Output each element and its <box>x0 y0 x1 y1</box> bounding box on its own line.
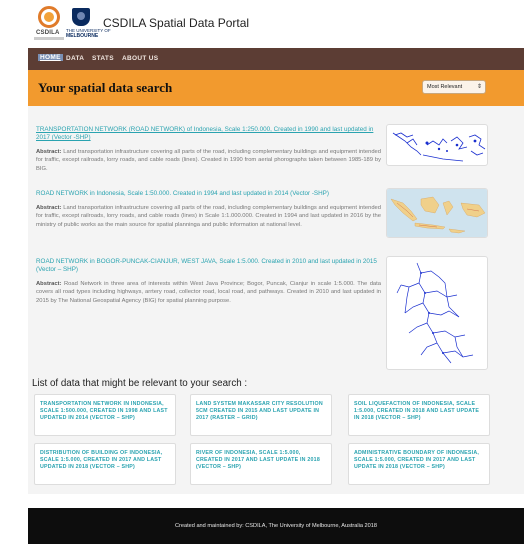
main-content <box>28 106 524 494</box>
abstract-text: Land transportation infrastructure covering all parts of the road, including complementary buildings and equipment intended for traffic, except railroads, lorry roads, and cable roads (lines). Created in 1990 from aerial phorographs taken between 1985-189 by BIG. <box>36 149 381 172</box>
result-thumbnail[interactable] <box>386 256 488 370</box>
abstract-label: Abstract: <box>36 149 62 155</box>
sort-select-value: Most Relevant <box>427 84 463 90</box>
relevant-card[interactable] <box>34 394 176 436</box>
result-item <box>36 190 381 229</box>
result-abstract <box>36 280 381 305</box>
abstract-label: Abstract: <box>36 205 62 211</box>
relevant-card[interactable] <box>34 443 176 485</box>
relevant-card-title: ADMINISTRATIVE BOUNDARY OF INDONESIA, SCALE 1:5.000, CREATED IN 2017 AND LAST UPDATE IN 2018 (VECTOR – SHP) <box>354 450 480 471</box>
relevant-heading: List of data that might be relevant to your search : <box>32 378 248 389</box>
nav-stats[interactable]: STATS <box>92 55 114 62</box>
relevant-card-title: TRANSPORTATION NETWORK IN INDONESIA, SCALE 1:500.000, CREATED IN 1998 AND LAST UPDATED IN 2014 (VECTOR – SHP) <box>40 401 168 422</box>
university-of-melbourne-logo[interactable] <box>66 8 111 40</box>
footer-text: Created and maintained by: CSDILA, The University of Melbourne, Australia 2018 <box>174 523 377 529</box>
result-thumbnail[interactable] <box>386 124 488 166</box>
site-footer <box>28 508 524 544</box>
abstract-text: Road Network in three area of interests within West Java Province; Bogor, Puncak, Cianjur in scale 1:5.000. The data covers all road types including highways, arrtery road, collector road, local road, and pathways. Created in 2010 and last updated in 2015 by The National Geospatial Agency (BIG) for spatial planning purpose. <box>36 281 381 304</box>
relevant-card[interactable] <box>348 394 490 436</box>
uom-logo-line1: THE UNIVERSITY OF <box>66 28 111 33</box>
west-java-road-map-icon <box>387 257 488 370</box>
nav-data[interactable]: DATA <box>66 55 85 62</box>
sort-select[interactable] <box>422 80 486 94</box>
indonesia-map-icon <box>387 189 488 238</box>
result-thumbnail[interactable] <box>386 188 488 238</box>
relevant-card-title: RIVER OF INDONESIA, SCALE 1:5.000, CREATED IN 2017 AND LAST UPDATE IN 2018 (VECTOR – SHP) <box>196 450 320 471</box>
crest-icon <box>72 8 90 26</box>
result-abstract <box>36 148 381 173</box>
relevant-card[interactable] <box>190 394 332 436</box>
abstract-label: Abstract: <box>36 281 62 287</box>
relevant-card-title: LAND SYSTEM MAKASSAR CITY RESOLUTION 5CM CREATED IN 2015 AND LAST UPDATE IN 2017 (RASTER – GRID) <box>196 401 323 422</box>
result-item <box>36 126 381 173</box>
select-arrows-icon: ⇕ <box>476 84 482 90</box>
relevant-card-title: DISTRIBUTION OF BUILDING OF INDONESIA, SCALE 1:5.000, CREATED IN 2017 AND LAST UPDATED IN 2018 (VECTOR – SHP) <box>40 450 163 471</box>
relevant-card[interactable] <box>348 443 490 485</box>
main-nav <box>28 48 524 70</box>
site-title: CSDILA Spatial Data Portal <box>103 16 250 30</box>
abstract-text: Land transportation infrastructure covering all parts of the road, including complementary buildings and equipment intended for traffic, except railroads, lorry roads, and cable roads (lines) in Scale 1:1.000.000. Created in 1994 and last updated in 2016 by the ministry of public works as the main source for spatial planninga and public information at national level. <box>36 205 381 228</box>
result-title[interactable]: ROAD NETWORK in Indonesia, Scale 1:50.000. Created in 1994 and last updated in 2014 (Vector -SHP) <box>36 190 329 197</box>
road-network-map-icon <box>387 125 488 166</box>
result-title[interactable]: ROAD NETWORK in BOGOR-PUNCAK-CIANJUR, WEST JAVA, Scale 1:5.000. Created in 2010 and last updated in 2015 (Vector – SHP) <box>36 258 377 273</box>
search-banner <box>28 70 524 106</box>
result-item <box>36 258 381 305</box>
uom-logo-line2: MELBOURNE <box>66 33 99 39</box>
result-abstract <box>36 204 381 229</box>
page-title: Your spatial data search <box>38 80 173 95</box>
relevant-card[interactable] <box>190 443 332 485</box>
relevant-card-title: SOIL LIQUEFACTION OF INDONESIA, SCALE 1:5.000, CREATED IN 2018 AND LAST UPDATE IN 2018 (VECTOR – SHP) <box>354 401 480 422</box>
site-header <box>0 0 528 48</box>
csdila-logo-text: CSDILA <box>36 30 60 36</box>
csdila-logo[interactable] <box>38 6 62 42</box>
result-title[interactable]: TRANSPORTATION NETWORK (ROAD NETWORK) of Indonesia, Scale 1:250.000, Created in 1990 and last updated in 2017 (Vector -SHP) <box>36 126 374 141</box>
nav-home[interactable]: HOME <box>40 54 61 61</box>
nav-about-us[interactable]: ABOUT US <box>122 55 159 62</box>
